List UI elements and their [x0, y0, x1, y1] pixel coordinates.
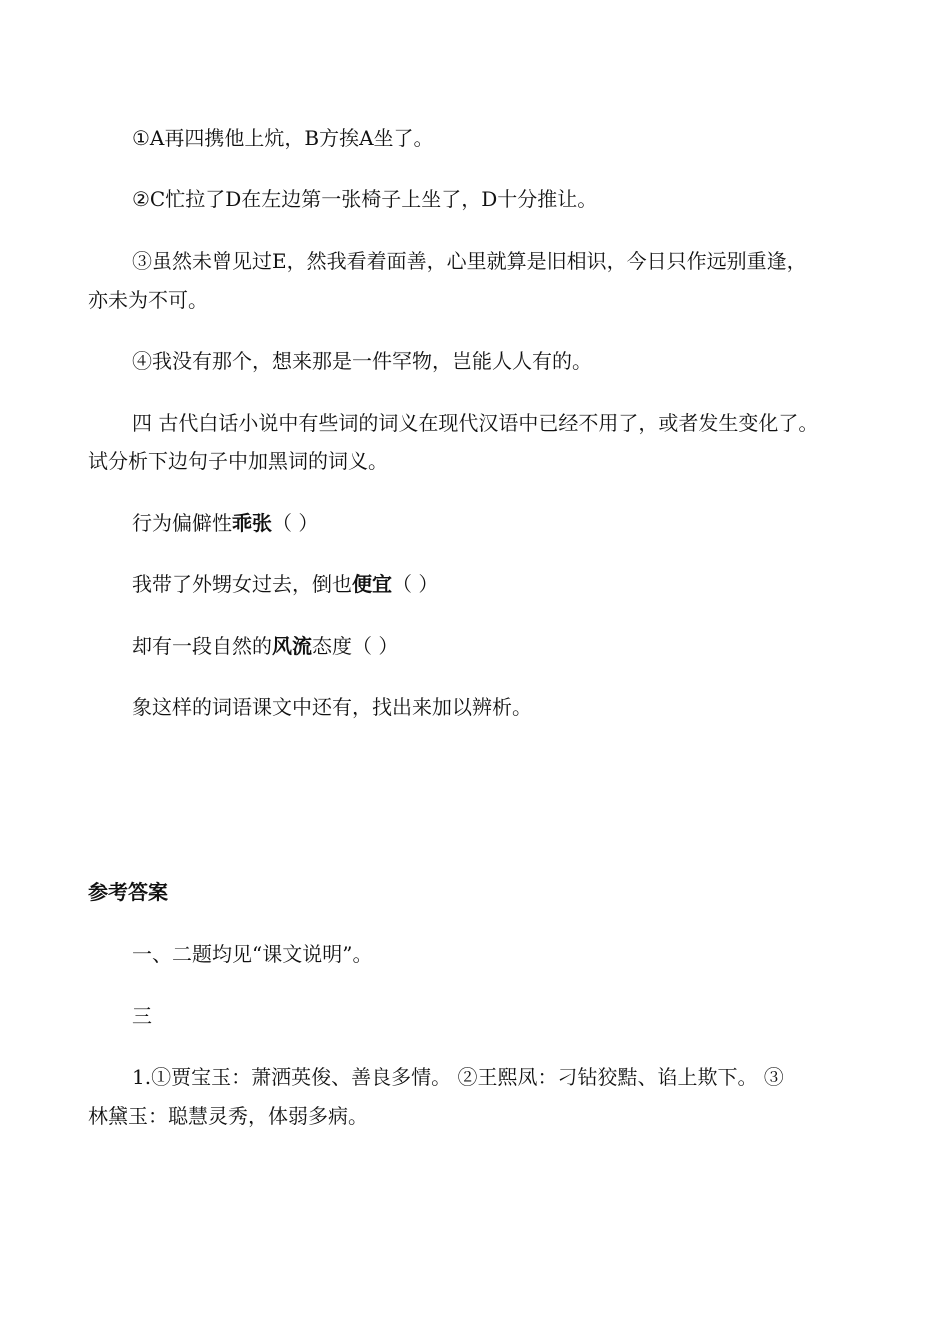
example-sentence-1	[132, 508, 878, 538]
example-1-text-before: 行为偏僻性	[132, 511, 232, 535]
answer-3-line-2: 林黛玉：聪慧灵秀，体弱多病。	[88, 1104, 368, 1128]
sentence-item-1: ①A再四携他上炕，B方挨A坐了。	[132, 126, 434, 150]
example-2-bold-word: 便宜	[352, 572, 392, 596]
example-2-blank: （ ）	[392, 572, 439, 596]
example-2-text-before: 我带了外甥女过去，倒也	[132, 572, 352, 596]
question-4-line-1: 四 古代白话小说中有些词的词义在现代汉语中已经不用了，或者发生变化了。	[132, 411, 819, 435]
example-3-text-after: 态度（ ）	[312, 634, 399, 658]
example-3-text-before: 却有一段自然的	[132, 634, 272, 658]
example-1-blank: （ ）	[272, 511, 319, 535]
sentence-item-2: ②C忙拉了D在左边第一张椅子上坐了，D十分推让。	[132, 187, 598, 211]
sentence-item-4: ④我没有那个，想来那是一件罕物，岂能人人有的。	[132, 349, 592, 373]
example-sentence-2	[132, 569, 878, 599]
answer-3-line-1: 1.①贾宝玉：萧洒英俊、善良多情。 ②王熙凤：刁钻狡黠、谄上欺下。 ③	[132, 1065, 784, 1089]
example-sentence-4: 象这样的词语课文中还有，找出来加以辨析。	[132, 695, 532, 719]
answer-1-2: 一、二题均见“课文说明”。	[132, 942, 373, 966]
example-3-bold-word: 风流	[272, 634, 312, 658]
example-sentence-3	[132, 631, 878, 661]
question-4-line-2: 试分析下边句子中加黑词的词义。	[88, 449, 388, 473]
answers-heading: 参考答案	[88, 880, 168, 904]
answer-3-label: 三	[132, 1004, 152, 1028]
sentence-item-3-line-1: ③虽然未曾见过E，然我看着面善，心里就算是旧相识，今日只作远别重逢，	[132, 249, 807, 273]
sentence-item-3-line-2: 亦未为不可。	[88, 288, 208, 312]
example-1-bold-word: 乖张	[232, 511, 272, 535]
